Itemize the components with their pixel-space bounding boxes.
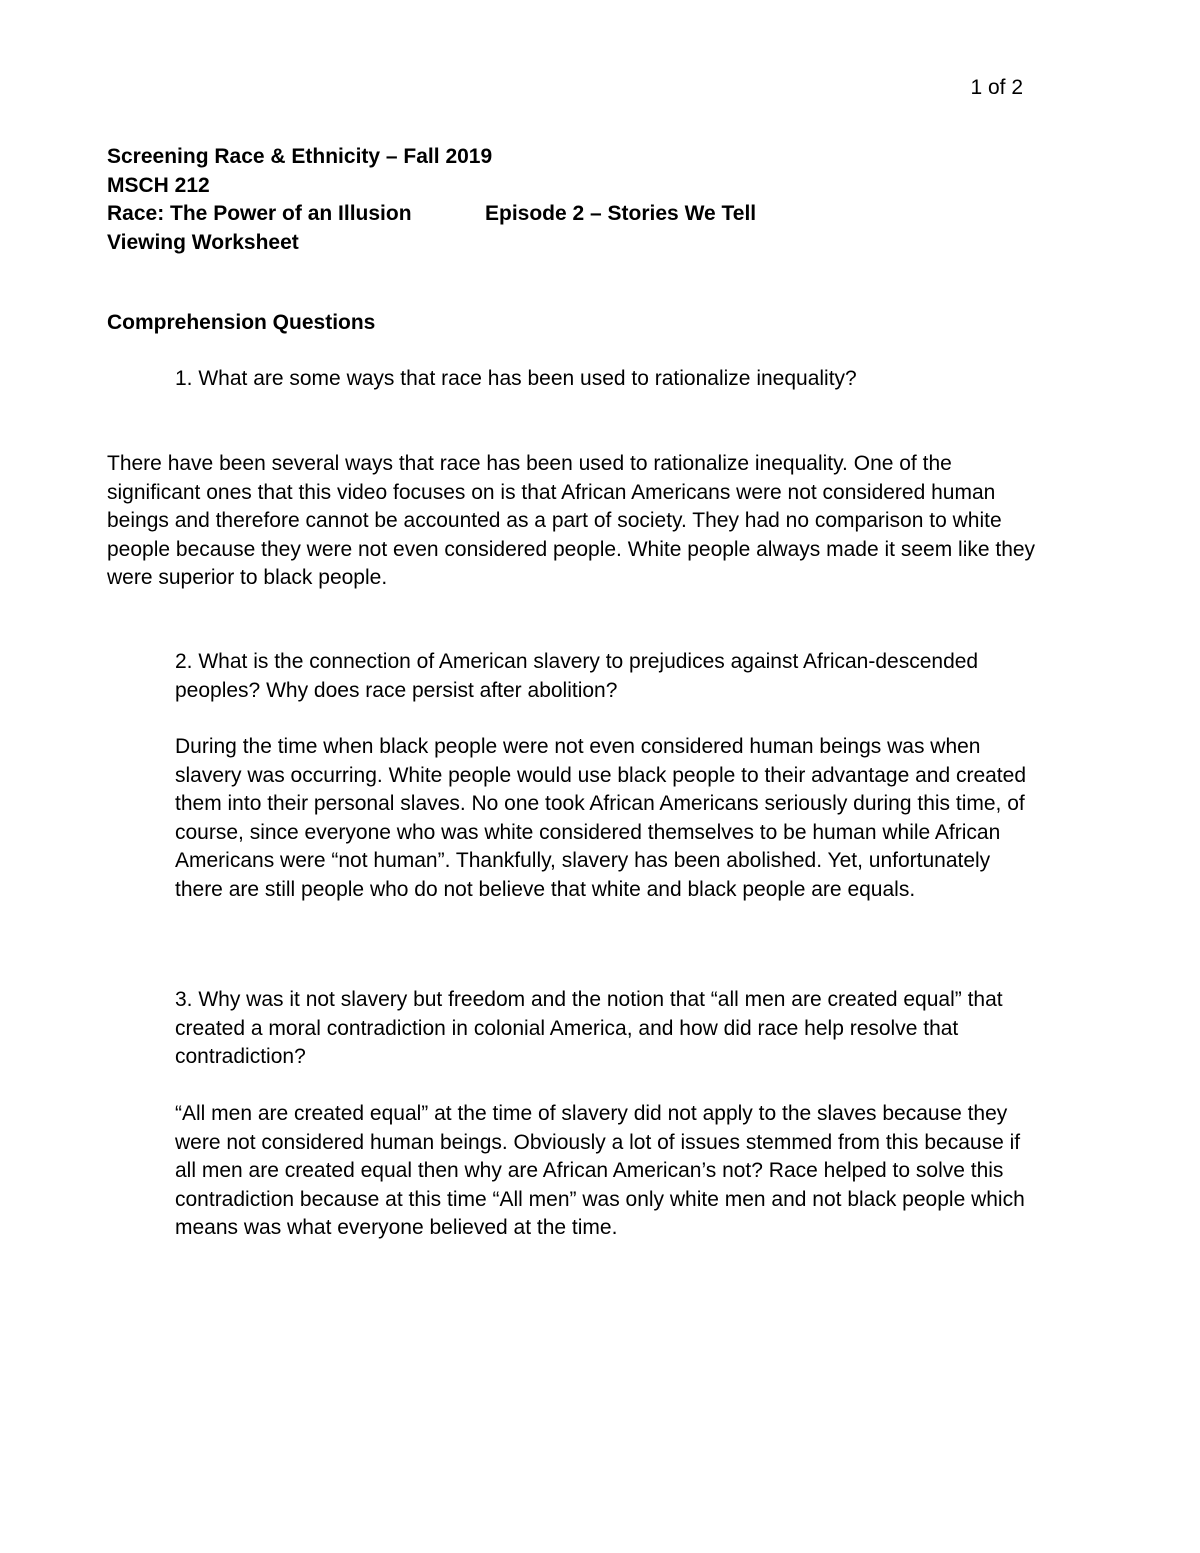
answer-2: During the time when black people were not even considered human beings was when slavery was occurring. White people would use black people to their advantage and created them into their personal slaves. No one took African Americans seriously during this time, of course, since everyone who was white considered themselves to be human while African Americans were “not human”. Thankfully, slavery has been abolished. Yet, unfortunately there are still people who do not believe that white and black people are equals. <box>175 735 1027 901</box>
question-3: 3. Why was it not slavery but freedom and the notion that “all men are created equal” that created a moral contradiction in colonial America, and how did race help resolve that contradiction? <box>175 988 1003 1068</box>
course-title: Screening Race & Ethnicity – Fall 2019 <box>107 145 493 168</box>
page-number: 1 of 2 <box>970 76 1023 99</box>
question-1: 1. What are some ways that race has been used to rationalize inequality? <box>175 367 857 390</box>
course-code: MSCH 212 <box>107 173 210 197</box>
answer-1: There have been several ways that race has been used to rationalize inequality. One of the significant ones that this video focuses on is that African Americans were not considered human beings and therefore cannot be accounted as a part of society. They had no comparison to white people because they were not even considered people. White people always made it seem like they were superior to black people. <box>107 452 1036 589</box>
episode-title: Episode 2 – Stories We Tell <box>485 202 757 225</box>
section-heading: Comprehension Questions <box>107 311 376 334</box>
question-2: 2. What is the connection of American slavery to prejudices against African-descended peoples? Why does race persist after abolition? <box>175 650 979 702</box>
answer-3: “All men are created equal” at the time of slavery did not apply to the slaves because they were not considered human beings. Obviously a lot of issues stemmed from this because if all men are created equal then why are African American’s not? Race helped to solve this contradiction because at this time “All men” was only white men and not black people which means was what everyone believed at the time. <box>175 1102 1025 1239</box>
worksheet-title: Viewing Worksheet <box>107 230 299 254</box>
film-title: Race: The Power of an Illusion <box>107 202 412 225</box>
document-header <box>107 143 1067 257</box>
